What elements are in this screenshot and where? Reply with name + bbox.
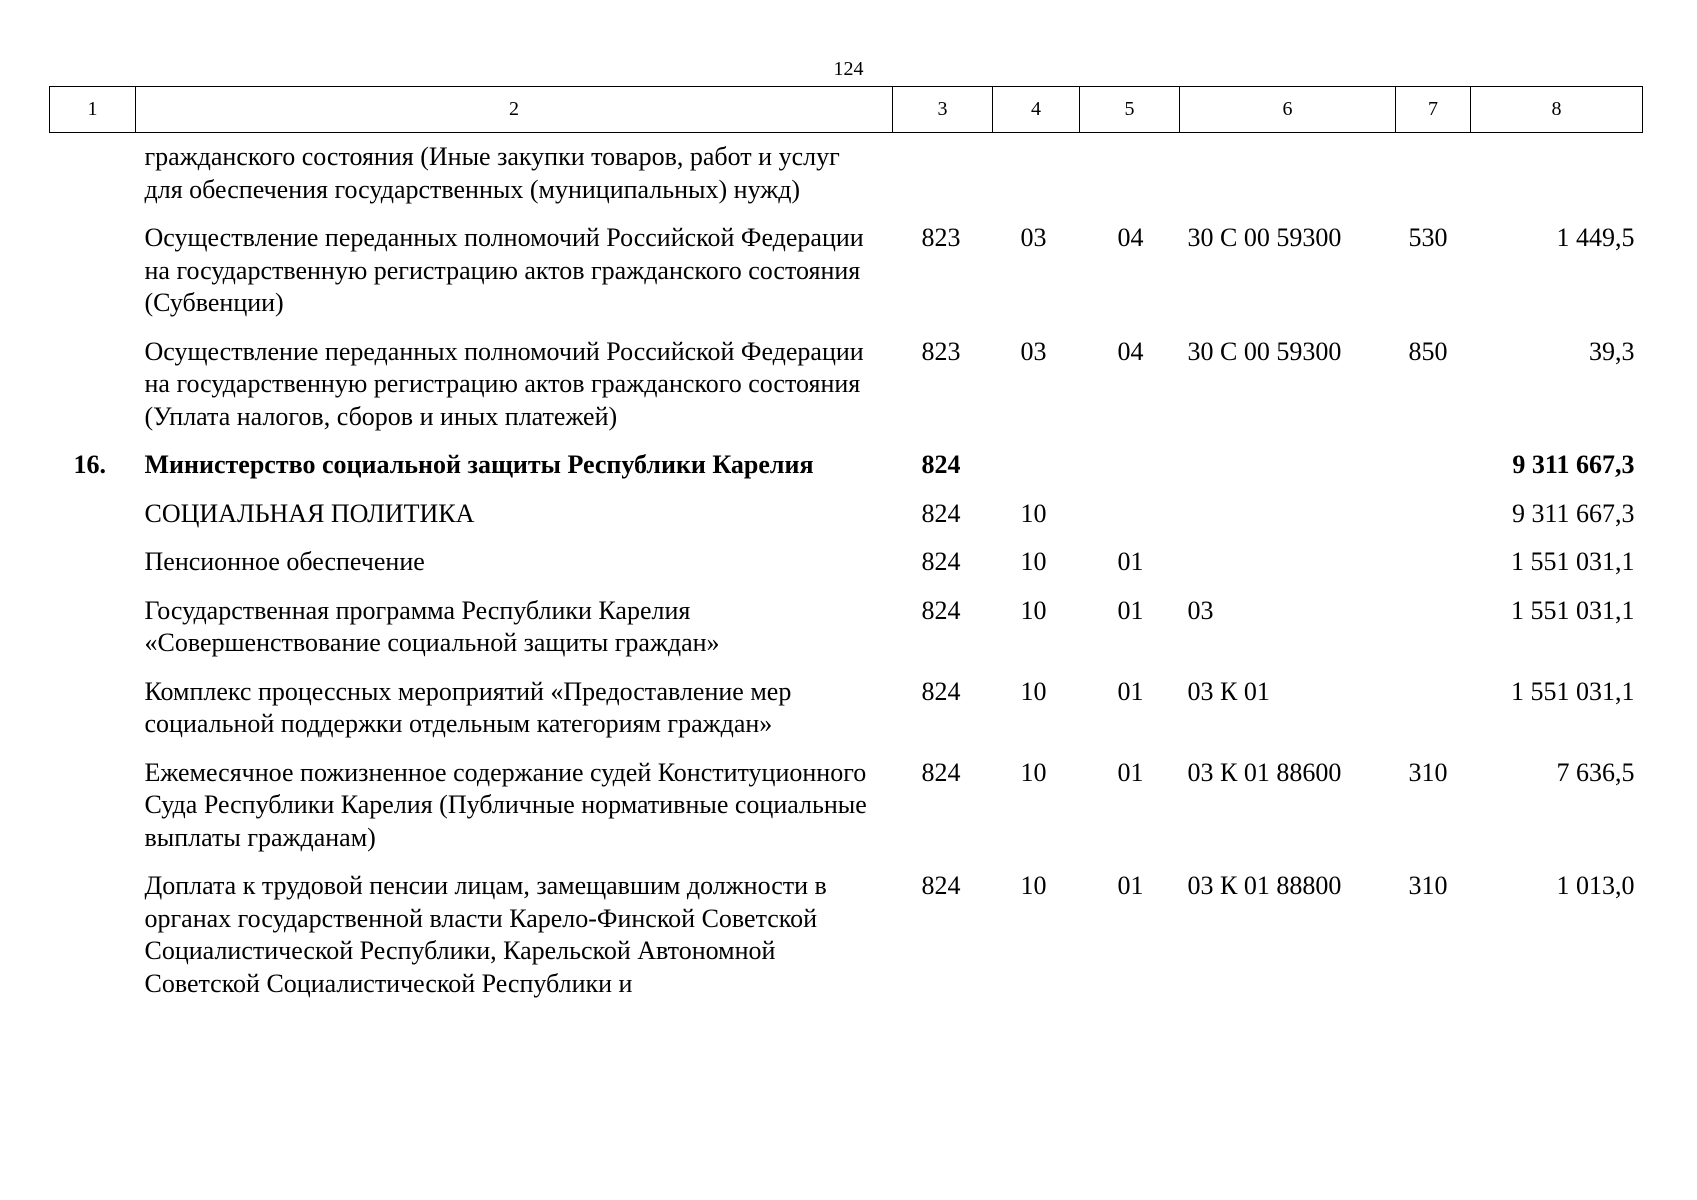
row-target-article: 03 К 01 88800 (1187, 871, 1342, 900)
table-row (50, 595, 1643, 676)
row-section-code: 10 (1020, 676, 1047, 706)
header-col-8: 8 (1471, 87, 1643, 133)
row-target-article: 03 К 01 (1187, 676, 1270, 706)
row-section-code (993, 449, 1080, 498)
row-section-code: 10 (1020, 595, 1047, 625)
row-name: Комплекс процессных мероприятий «Предоставление мер социальной поддержки отдельным категориям граждан» (144, 676, 792, 738)
row-section-code: 10 (1020, 498, 1047, 528)
row-expense-type: 310 (1408, 871, 1448, 900)
row-subsection-code (1080, 498, 1180, 547)
row-expense-type (1396, 595, 1471, 676)
row-section-code (993, 133, 1080, 223)
row-amount: 9 311 667,3 (1512, 450, 1635, 479)
row-target-article (1180, 449, 1396, 498)
row-name: Осуществление переданных полномочий Российской Федерации на государственную регистрацию актов гражданского состояния (Уплата налогов, сборов и иных платежей) (144, 336, 864, 431)
row-subsection-code (1080, 133, 1180, 223)
table-row (50, 757, 1643, 871)
row-ministry-code: 823 (921, 336, 961, 366)
row-subsection-code: 01 (1117, 676, 1144, 706)
row-expense-type (1396, 676, 1471, 757)
row-target-article: 30 С 00 59300 (1187, 336, 1342, 366)
row-amount: 1 551 031,1 (1511, 547, 1635, 576)
row-number (50, 757, 136, 871)
row-number (50, 870, 136, 1016)
row-name: Государственная программа Республики Карелия «Совершенствование социальной защиты граждан» (144, 595, 720, 657)
table-row (50, 336, 1643, 450)
row-target-article: 03 К 01 88600 (1187, 757, 1342, 787)
header-col-7: 7 (1396, 87, 1471, 133)
row-subsection-code: 04 (1117, 223, 1144, 252)
header-col-2: 2 (136, 87, 893, 133)
row-ministry-code: 824 (921, 676, 961, 706)
row-subsection-code: 01 (1117, 871, 1144, 900)
table-row (50, 222, 1643, 336)
row-section-code: 10 (1020, 757, 1047, 787)
row-ministry-code: 824 (921, 871, 961, 900)
row-number: 16. (73, 450, 106, 479)
row-name: гражданского состояния (Иные закупки товаров, работ и услуг для обеспечения государственных (муниципальных) нужд) (144, 142, 840, 204)
row-section-code: 10 (1020, 871, 1047, 900)
row-name: Осуществление переданных полномочий Российской Федерации на государственную регистрацию актов гражданского состояния (Субвенции) (144, 223, 864, 317)
row-name: Доплата к трудовой пенсии лицам, замещавшим должности в органах государственной власти Карело-Финской Советской Социалистической Республики, Карельской Автономной Советской Социалистической Республики и (144, 871, 827, 998)
row-amount (1471, 133, 1643, 223)
row-expense-type (1396, 498, 1471, 547)
row-number (50, 498, 136, 547)
table-row (50, 870, 1643, 1016)
table-row (50, 676, 1643, 757)
row-subsection-code (1080, 449, 1180, 498)
row-amount: 1 551 031,1 (1511, 595, 1635, 625)
row-expense-type (1396, 546, 1471, 595)
row-number (50, 595, 136, 676)
row-ministry-code: 824 (921, 498, 961, 528)
row-ministry-code: 823 (921, 223, 961, 252)
table-body (50, 133, 1643, 1017)
row-target-article: 30 С 00 59300 (1187, 223, 1342, 252)
table-row (50, 133, 1643, 223)
row-ministry-code (893, 133, 993, 223)
row-expense-type (1396, 449, 1471, 498)
row-expense-type: 310 (1408, 757, 1448, 787)
row-target-article (1180, 133, 1396, 223)
table-row (50, 546, 1643, 595)
row-number (50, 676, 136, 757)
row-expense-type: 530 (1408, 223, 1448, 252)
row-number (50, 133, 136, 223)
row-section-code: 03 (1020, 336, 1047, 366)
row-number (50, 222, 136, 336)
header-row (50, 87, 1643, 133)
row-name: Министерство социальной защиты Республики Карелия (144, 450, 814, 479)
row-amount: 1 013,0 (1556, 871, 1635, 900)
row-section-code: 03 (1020, 223, 1047, 252)
page-number: 124 (833, 58, 864, 80)
row-subsection-code: 01 (1117, 757, 1144, 787)
row-name: Пенсионное обеспечение (144, 547, 425, 576)
table-row-ministry (50, 449, 1643, 498)
row-target-article: 03 (1187, 595, 1214, 625)
row-name: СОЦИАЛЬНАЯ ПОЛИТИКА (144, 498, 475, 528)
row-amount: 7 636,5 (1556, 757, 1635, 787)
row-ministry-code: 824 (921, 450, 961, 479)
header-col-3: 3 (893, 87, 993, 133)
header-col-1: 1 (50, 87, 136, 133)
row-section-code: 10 (1020, 547, 1047, 576)
table-header (50, 87, 1643, 133)
header-col-4: 4 (993, 87, 1080, 133)
row-number (50, 336, 136, 450)
row-amount: 39,3 (1589, 336, 1635, 366)
row-expense-type (1396, 133, 1471, 223)
table-row (50, 498, 1643, 547)
row-ministry-code: 824 (921, 547, 961, 576)
row-amount: 1 551 031,1 (1511, 676, 1635, 706)
row-subsection-code: 01 (1117, 595, 1144, 625)
row-expense-type: 850 (1408, 336, 1448, 366)
row-target-article (1180, 498, 1396, 547)
row-target-article (1180, 546, 1396, 595)
row-subsection-code: 01 (1117, 547, 1144, 576)
row-ministry-code: 824 (921, 595, 961, 625)
row-amount: 9 311 667,3 (1511, 498, 1635, 528)
budget-table (49, 86, 1643, 1016)
header-col-5: 5 (1080, 87, 1180, 133)
row-number (50, 546, 136, 595)
row-subsection-code: 04 (1117, 336, 1144, 366)
row-amount: 1 449,5 (1556, 223, 1635, 252)
row-ministry-code: 824 (921, 757, 961, 787)
row-name: Ежемесячное пожизненное содержание судей Конституционного Суда Республики Карелия (Публичные нормативные социальные выплаты гражданам) (144, 757, 867, 852)
header-col-6: 6 (1180, 87, 1396, 133)
